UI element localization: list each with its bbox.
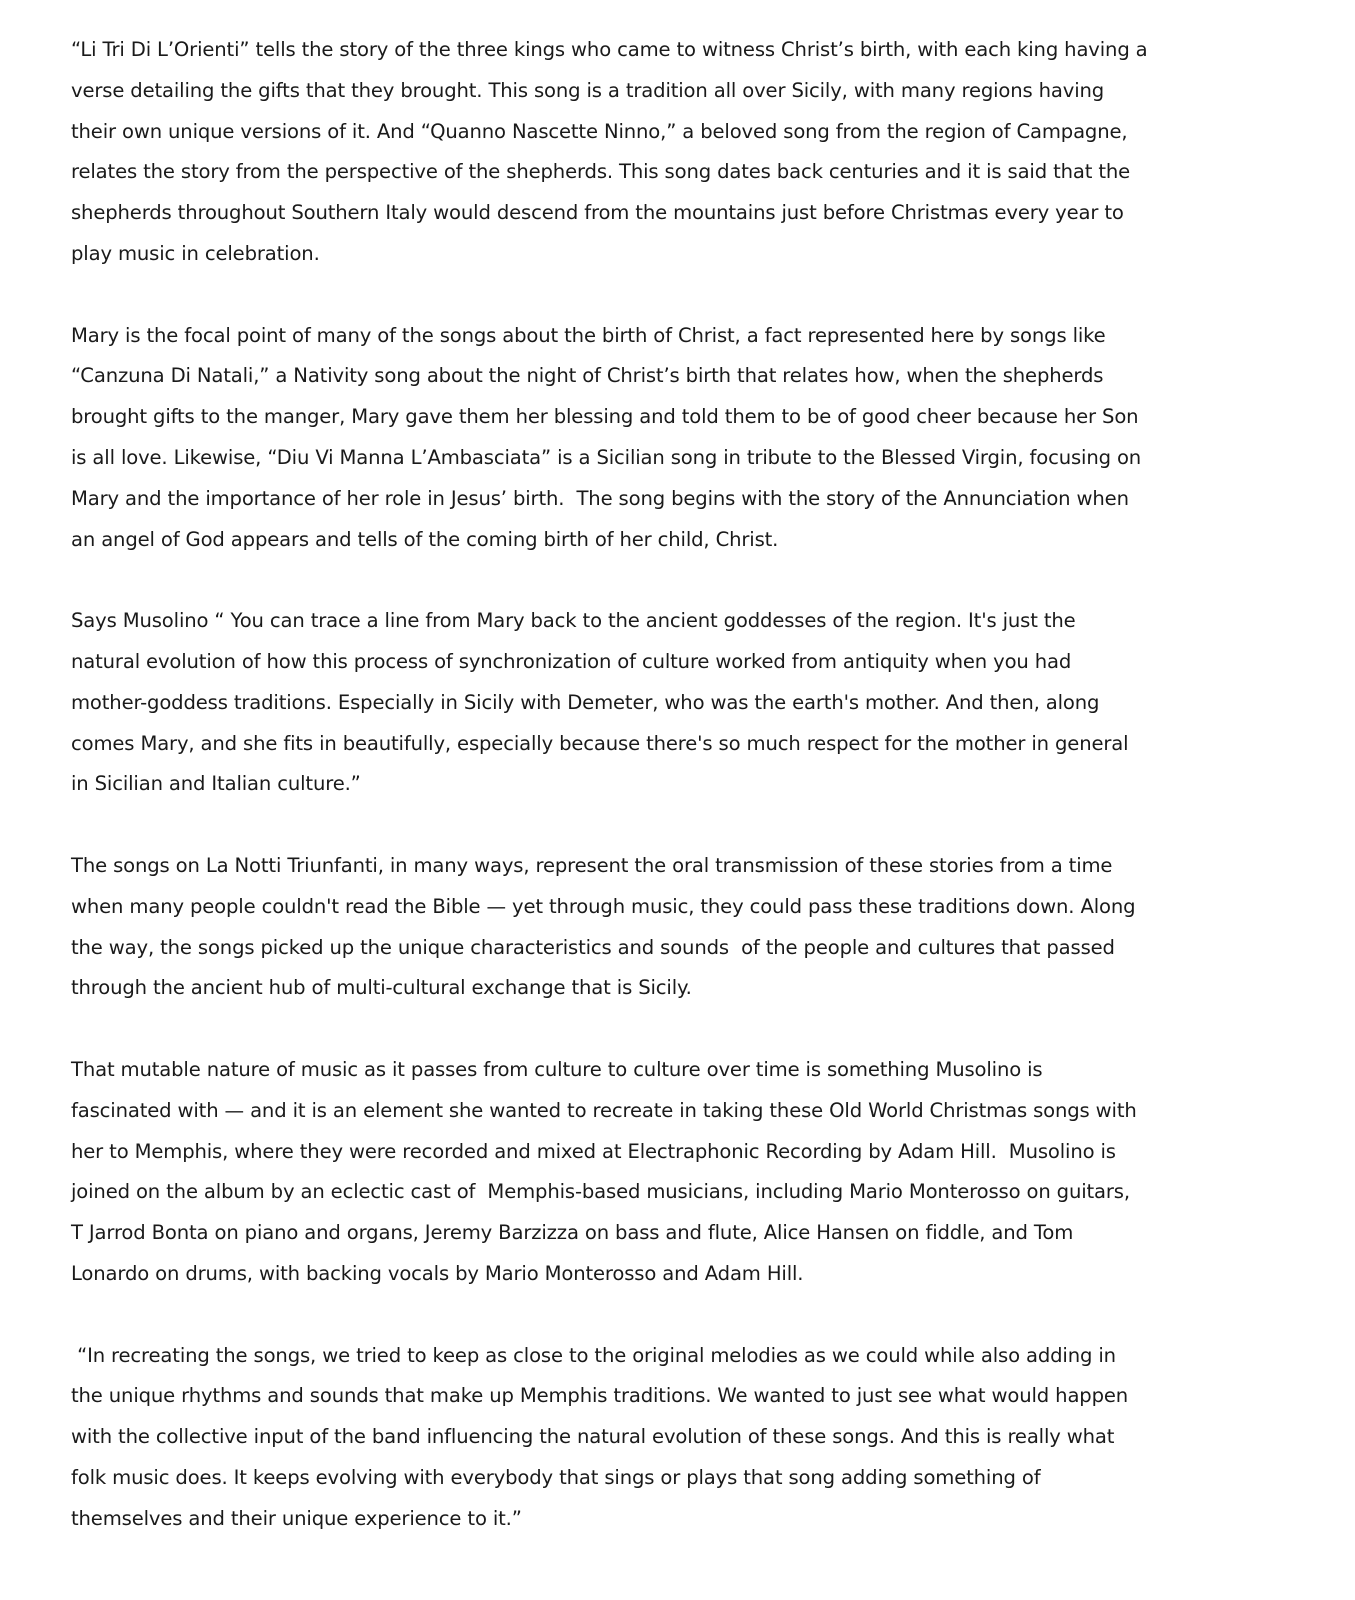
text-line: her to Memphis, where they were recorded and mixed at Electraphonic Recording by Adam Hill. Musolino is bbox=[71, 1139, 1116, 1163]
text-line: is all love. Likewise, “Diu Vi Manna L’Ambasciata” is a Sicilian song in tribute to the Blessed Virgin, focusing on bbox=[71, 445, 1142, 469]
text-line: Says Musolino “ You can trace a line from Mary back to the ancient goddesses of the region. It's just the bbox=[71, 609, 1076, 633]
text-line: shepherds throughout Southern Italy would descend from the mountains just before Christmas every year to bbox=[71, 201, 1124, 225]
text-line: verse detailing the gifts that they brought. This song is a tradition all over Sicily, with many regions having bbox=[71, 78, 1105, 102]
text-line: “Li Tri Di L’Orienti” tells the story of the three kings who came to witness Christ’s birth, with each king having a bbox=[71, 38, 1148, 61]
paragraph-oral-transmission bbox=[71, 846, 1346, 1009]
text-line: themselves and their unique experience to it.” bbox=[71, 1506, 522, 1530]
text-line: Lonardo on drums, with backing vocals by Mario Monterosso and Adam Hill. bbox=[71, 1261, 804, 1285]
text-line: relates the story from the perspective of the shepherds. This song dates back centuries and it is said that the bbox=[71, 160, 1131, 184]
paragraph-mary-focal-point bbox=[71, 316, 1346, 561]
paragraph-memphis-recording bbox=[71, 1050, 1346, 1295]
text-line: brought gifts to the manger, Mary gave them her blessing and told them to be of good cheer because her Son bbox=[71, 405, 1139, 429]
text-line: the way, the songs picked up the unique characteristics and sounds of the people and cultures that passed bbox=[71, 935, 1115, 959]
text-line: the unique rhythms and sounds that make up Memphis traditions. We wanted to just see what would happen bbox=[71, 1384, 1129, 1408]
text-line: in Sicilian and Italian culture.” bbox=[71, 772, 361, 796]
text-line: fascinated with — and it is an element she wanted to recreate in taking these Old World Christmas songs with bbox=[71, 1098, 1137, 1122]
text-line: Mary and the importance of her role in Jesus’ birth. The song begins with the story of the Annunciation when bbox=[71, 486, 1129, 510]
text-line: an angel of God appears and tells of the coming birth of her child, Christ. bbox=[71, 527, 779, 551]
text-line: That mutable nature of music as it passes from culture to culture over time is something Musolino is bbox=[71, 1057, 1043, 1081]
text-line: their own unique versions of it. And “Quanno Nascette Ninno,” a beloved song from the region of Campagne, bbox=[71, 119, 1128, 143]
text-line: play music in celebration. bbox=[71, 241, 320, 265]
text-line: through the ancient hub of multi-cultural exchange that is Sicily. bbox=[71, 976, 692, 1000]
text-line: The songs on La Notti Triunfanti, in many ways, represent the oral transmission of these stories from a time bbox=[71, 853, 1113, 877]
text-line: natural evolution of how this process of synchronization of culture worked from antiquity when you had bbox=[71, 649, 1072, 673]
text-line: comes Mary, and she fits in beautifully, especially because there's so much respect for the mother in general bbox=[71, 731, 1129, 755]
text-line: mother-goddess traditions. Especially in Sicily with Demeter, who was the earth's mother. And then, along bbox=[71, 690, 1100, 714]
paragraph-musolino-quote-goddesses bbox=[71, 601, 1346, 805]
article-body bbox=[71, 30, 1346, 1580]
text-line: Mary is the focal point of many of the songs about the birth of Christ, a fact represented here by songs like bbox=[71, 323, 1106, 347]
text-line: with the collective input of the band influencing the natural evolution of these songs. And this is really what bbox=[71, 1425, 1115, 1449]
paragraph-three-kings bbox=[71, 30, 1346, 275]
text-line: folk music does. It keeps evolving with everybody that sings or plays that song adding something of bbox=[71, 1465, 1041, 1489]
text-line: joined on the album by an eclectic cast of Memphis-based musicians, including Mario Monterosso on guitars, bbox=[71, 1180, 1130, 1204]
text-line: T Jarrod Bonta on piano and organs, Jeremy Barzizza on bass and flute, Alice Hansen on fiddle, and Tom bbox=[71, 1221, 1074, 1245]
paragraph-recreating-quote bbox=[71, 1336, 1346, 1540]
text-line: “In recreating the songs, we tried to keep as close to the original melodies as we could while also adding in bbox=[71, 1343, 1116, 1367]
text-line: when many people couldn't read the Bible — yet through music, they could pass these traditions down. Along bbox=[71, 894, 1136, 918]
text-line: “Canzuna Di Natali,” a Nativity song about the night of Christ’s birth that relates how, when the shepherds bbox=[71, 364, 1104, 388]
